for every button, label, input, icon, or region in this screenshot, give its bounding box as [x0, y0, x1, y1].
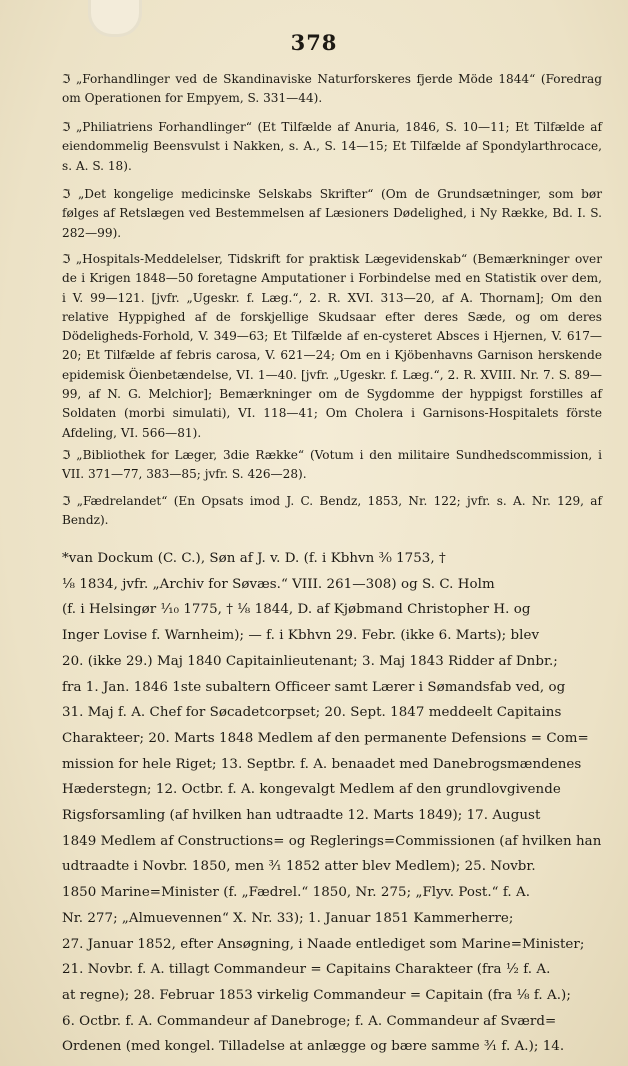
entry-bibliothek: ℑ „Bibliothek for Læger, 3die Række“ (Votum i den militaire Sundhedscommission, i VII. 371—77, 383—85; jvfr. S. 426—28). — [62, 448, 602, 482]
entry-forhandlinger: ℑ „Forhandlinger ved de Skandinaviske Naturforskeres fjerde Möde 1844“ (Foredrag om Operationen for Empyem, S. 331—44). — [62, 72, 602, 106]
bio-line: Rigsforsamling (af hvilken han udtraadte 12. Marts 1849); 17. August — [62, 808, 541, 824]
bio-line: 1849 Medlem af Constructions= og Reglerings=Commissionen (af hvilken han — [62, 833, 602, 849]
bio-line: Nr. 277; „Almuevennen“ X. Nr. 33); 1. Januar 1851 Kammerherre; — [62, 910, 514, 926]
bio-line: 6. Octbr. f. A. Commandeur af Danebroge; f. A. Commandeur af Sværd= — [62, 1013, 557, 1029]
bio-line: 21. Novbr. f. A. tillagt Commandeur = Capitains Charakteer (fra ¹⁄₂ f. A. — [62, 962, 551, 978]
bio-line: Ordenen (med kongel. Tilladelse at anlægge og bære samme ³⁄₁ f. A.); 14. — [62, 1039, 565, 1055]
bio-line: Inger Lovise f. Warnheim); — f. i Kbhvn 29. Febr. (ikke 6. Marts); blev — [62, 628, 540, 644]
bio-line: 31. Maj f. A. Chef for Søcadetcorpset; 20. Sept. 1847 meddeelt Capitains — [62, 705, 562, 721]
bio-line: mission for hele Riget; 13. Septbr. f. A. benaadet med Danebrogsmændenes — [62, 756, 582, 772]
bio-line: ⅛ 1834, jvfr. „Archiv for Søvæs.“ VIII. 261—308) og S. C. Holm — [62, 576, 495, 592]
bio-line: 20. (ikke 29.) Maj 1840 Capitainlieutenant; 3. Maj 1843 Ridder af Dnbr.; — [62, 653, 558, 669]
bio-line: (f. i Helsingør ¹⁄₁₀ 1775, † ⅛ 1844, D. af Kjøbmand Christopher H. og — [62, 602, 531, 618]
entry-hospitals-meddelelser: ℑ „Hospitals-Meddelelser, Tidskrift for praktisk Lægevidenskab“ (Bemærkninger over de i Krigen 1848—50 foretagne Amputationer i Forbindelse med en Statistik over dem, i V. 99—121. [jvfr. „Ugeskr. f. Læg.“, 2. R. XVI. 313—20, af A. Thornam]; Om den relative Hyppighed af de forskjellige Skudsaar efter deres Sæde, og om deres Dödeligheds-Forhold, V. 349—63; Et Tilfælde af en-cysteret Absces i Hjernen, V. 617—20; Et Tilfælde af febris carosa, V. 621—24; Om en i Kjöbenhavns Garnison herskende epidemisk Öienbetændelse, VI. 1—40. [jvfr. „Ugeskr. f. Læg.“, 2. R. XVIII. Nr. 7. S. 89—99, af N. G. Melchior]; Bemærkninger om de Sygdomme der hyppigst forstilles af Soldaten (morbi simulati), VI. 118—41; Om Cholera i Garnisons-Hospitalets förste Afdeling, VI. 566—81). — [62, 252, 602, 440]
biography-entry — [62, 546, 602, 1060]
bio-line: 27. Januar 1852, efter Ansøgning, i Naade entlediget som Marine=Minister; — [62, 936, 585, 952]
bio-line: *van Dockum (C. C.), Søn af J. v. D. (f. i Kbhvn ³⁄₀ 1753, † — [62, 551, 446, 566]
bio-line: Charakteer; 20. Marts 1848 Medlem af den permanente Defensions = Com= — [62, 730, 589, 746]
bio-line: Hæderstegn; 12. Octbr. f. A. kongevalgt Medlem af den grundlovgivende — [62, 782, 561, 798]
entry-medicinske-selskab: ℑ „Det kongelige medicinske Selskabs Skrifter“ (Om de Grundsætninger, som bør følges af Retslægen ved Bestemmelsen af Læsioners Dødelighed, i Ny Række, Bd. I. S. 282—99). — [62, 187, 602, 240]
bio-line: fra 1. Jan. 1846 1ste subaltern Officeer samt Lærer i Sømandsfab ved, og — [62, 679, 566, 695]
bio-line: udtraadte i Novbr. 1850, men ³⁄₁ 1852 atter blev Medlem); 25. Novbr. — [62, 859, 536, 875]
bio-line: at regne); 28. Februar 1853 virkelig Commandeur = Capitain (fra ⅛ f. A.); — [62, 987, 571, 1003]
entry-philiatriens: ℑ „Philiatriens Forhandlinger“ (Et Tilfælde af Anuria, 1846, S. 10—11; Et Tilfælde af eiendommelig Beensvulst i Nakken, s. A., S. 14—15; Et Tilfælde af Spondylarthrocace, s. A. S. 18). — [62, 120, 602, 173]
page-number: 378 — [290, 30, 338, 55]
entry-faedrelandet: ℑ „Fædrelandet“ (En Opsats imod J. C. Bendz, 1853, Nr. 122; jvfr. s. A. Nr. 129, af Bendz). — [62, 494, 602, 528]
bio-line: 1850 Marine=Minister (f. „Fædrel.“ 1850, Nr. 275; „Flyv. Post.“ f. A. — [62, 885, 531, 901]
